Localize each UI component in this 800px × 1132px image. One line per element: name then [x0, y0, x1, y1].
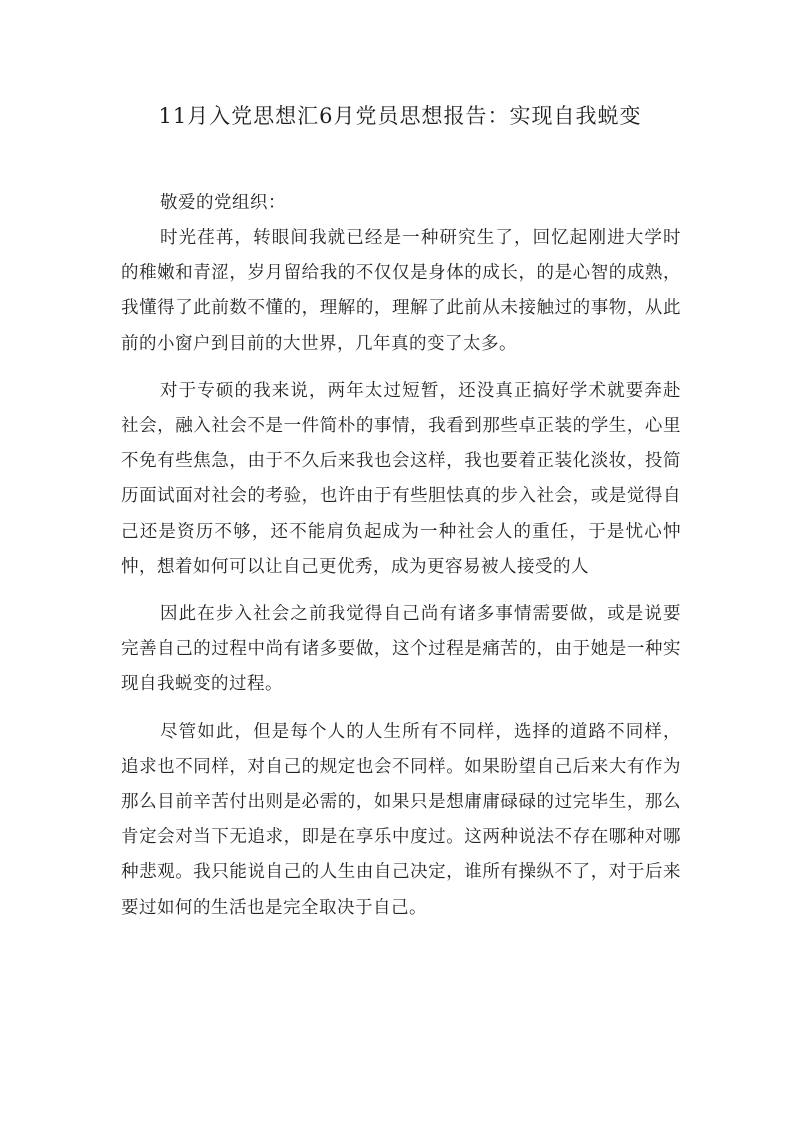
paragraph: 尽管如此，但是每个人的人生所有不同样，选择的道路不同样，追求也不同样，对自己的规定也会不同样。如果盼望自己后来大有作为那么目前辛苦付出则是必需的，如果只是想庸庸碌碌的过完毕生，那么肯定会对当下无追求，即是在享乐中度过。这两种说法不存在哪种对哪种悲观。我只能说自己的人生由自己决定，谁所有操纵不了，对于后来要过如何的生活也是完全取决于自己。: [121, 721, 681, 918]
document-body: [121, 186, 681, 926]
paragraph: 对于专硕的我来说，两年太过短暂，还没真正搞好学术就要奔赴社会，融入社会不是一件简朴的事情，我看到那些卓正装的学生，心里不免有些焦急，由于不久后来我也会这样，我也要着正装化淡妆，投简历面试面对社会的考验，也许由于有些胆怯真的步入社会，或是觉得自己还是资历不够，还不能肩负起成为一种社会人的重任，于是忧心忡忡，想着如何可以让自己更优秀，成为更容易被人接受的人: [121, 380, 681, 577]
paragraph: 时光荏苒，转眼间我就已经是一种研究生了，回忆起刚进大学时的稚嫩和青涩，岁月留给我的不仅仅是身体的成长，的是心智的成熟，我懂得了此前数不懂的，理解的，理解了此前从未接触过的事物，从此前的小窗户到目前的大世界，几年真的变了太多。: [121, 228, 681, 354]
salutation: 敬爱的党组织：: [160, 193, 286, 213]
paragraph: 因此在步入社会之前我觉得自己尚有诸多事情需要做，或是说要完善自己的过程中尚有诸多要做，这个过程是痛苦的，由于她是一种实现自我蜕变的过程。: [121, 604, 681, 695]
document-title: 11月入党思想汇6月党员思想报告：实现自我蜕变: [158, 104, 642, 128]
